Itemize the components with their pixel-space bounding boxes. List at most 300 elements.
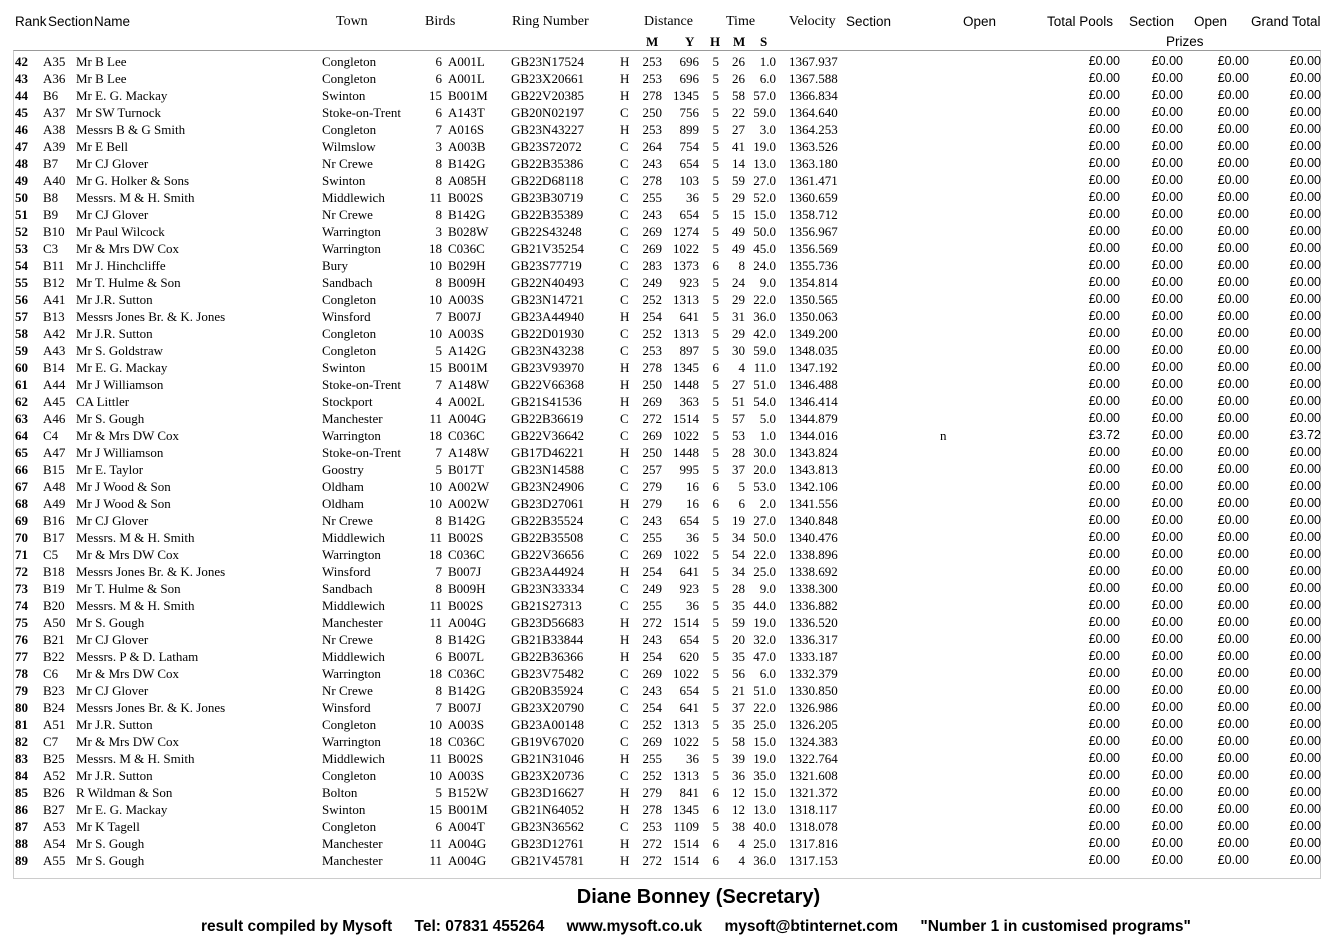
cell-time-hours: 6: [712, 258, 719, 273]
cell-loft-code: A002L: [448, 394, 485, 409]
cell-section: A51: [43, 717, 66, 732]
cell-town: Congleton: [322, 343, 377, 358]
cell-open-prize: £0.00: [1217, 598, 1249, 612]
cell-rank: 79: [15, 683, 28, 698]
cell-grand-total: £3.72: [1289, 428, 1321, 442]
header-prizes: Prizes: [1166, 34, 1204, 49]
cell-distance-miles: 272: [642, 853, 662, 868]
cell-open-prize: £0.00: [1217, 615, 1249, 629]
cell-time-seconds: 57.0: [753, 88, 776, 103]
cell-rank: 60: [15, 360, 28, 375]
cell-grand-total: £0.00: [1289, 581, 1321, 595]
cell-loft-code: C036C: [448, 547, 485, 562]
cell-time-minutes: 49: [732, 224, 745, 239]
cell-rank: 61: [15, 377, 28, 392]
cell-town: Oldham: [322, 479, 364, 494]
cell-distance-miles: 254: [642, 564, 662, 579]
cell-rank: 49: [15, 173, 28, 188]
cell-velocity: 1363.180: [789, 156, 838, 171]
cell-clock-type: H: [620, 71, 630, 86]
cell-grand-total: £0.00: [1289, 547, 1321, 561]
cell-birds: 11: [429, 411, 442, 426]
cell-clock-type: H: [620, 632, 630, 647]
cell-distance-yards: 1274: [673, 224, 699, 239]
cell-distance-yards: 363: [679, 394, 699, 409]
cell-birds: 18: [429, 241, 442, 256]
table-row: [0, 104, 1337, 121]
cell-total-pools: £0.00: [1088, 173, 1120, 187]
cell-distance-miles: 278: [642, 360, 662, 375]
cell-birds: 7: [435, 700, 442, 715]
cell-section-prize: £0.00: [1151, 564, 1183, 578]
cell-birds: 5: [435, 343, 442, 358]
cell-section-prize: £0.00: [1151, 819, 1183, 833]
cell-grand-total: £0.00: [1289, 819, 1321, 833]
cell-velocity: 1344.016: [789, 428, 838, 443]
cell-distance-miles: 269: [642, 734, 662, 749]
cell-distance-yards: 1514: [673, 615, 699, 630]
cell-time-hours: 5: [712, 581, 719, 596]
cell-ring-number: GB23N33334: [511, 581, 584, 596]
cell-section: C4: [43, 428, 59, 443]
cell-total-pools: £0.00: [1088, 411, 1120, 425]
cell-town: Oldham: [322, 496, 364, 511]
cell-section: A49: [43, 496, 66, 511]
cell-velocity: 1355.736: [789, 258, 838, 273]
table-row: [0, 699, 1337, 716]
subheader-minutes: M: [733, 34, 746, 49]
cell-distance-miles: 253: [642, 54, 662, 69]
cell-ring-number: GB21B33844: [511, 632, 584, 647]
cell-grand-total: £0.00: [1289, 836, 1321, 850]
cell-name: Messrs B & G Smith: [76, 122, 186, 137]
cell-name: Mr SW Turnock: [76, 105, 162, 120]
cell-ring-number: GB20B35924: [511, 683, 584, 698]
cell-total-pools: £0.00: [1088, 207, 1120, 221]
cell-ring-number: GB21S41536: [511, 394, 582, 409]
cell-time-seconds: 50.0: [753, 224, 776, 239]
cell-name: Mr & Mrs DW Cox: [76, 241, 180, 256]
cell-distance-yards: 1448: [673, 377, 699, 392]
cell-grand-total: £0.00: [1289, 258, 1321, 272]
cell-town: Middlewich: [322, 190, 385, 205]
cell-clock-type: C: [620, 411, 629, 426]
cell-velocity: 1346.488: [789, 377, 838, 392]
cell-clock-type: H: [620, 445, 630, 460]
cell-velocity: 1321.372: [789, 785, 838, 800]
cell-clock-type: H: [620, 649, 630, 664]
cell-section: B9: [43, 207, 59, 222]
cell-open-prize: £0.00: [1217, 173, 1249, 187]
table-row: [0, 648, 1337, 665]
cell-time-seconds: 59.0: [753, 343, 776, 358]
header-open-prize: Open: [1194, 14, 1228, 29]
cell-name: Mr J.R. Sutton: [76, 768, 153, 783]
cell-distance-yards: 654: [679, 207, 699, 222]
cell-ring-number: GB21V35254: [511, 241, 584, 256]
cell-rank: 83: [15, 751, 28, 766]
cell-loft-code: B029H: [448, 258, 486, 273]
cell-velocity: 1349.200: [789, 326, 838, 341]
cell-name: Messrs. M & H. Smith: [76, 751, 195, 766]
header-distance: Distance: [644, 14, 693, 29]
cell-total-pools: £0.00: [1088, 462, 1120, 476]
cell-section-prize: £0.00: [1151, 71, 1183, 85]
cell-distance-miles: 283: [642, 258, 662, 273]
cell-section: B12: [43, 275, 65, 290]
table-row: [0, 835, 1337, 852]
cell-section-prize: £0.00: [1151, 683, 1183, 697]
cell-birds: 6: [435, 54, 442, 69]
cell-birds: 10: [429, 258, 442, 273]
cell-ring-number: GB23D27061: [511, 496, 584, 511]
cell-section: B14: [43, 360, 65, 375]
cell-open-prize: £0.00: [1217, 394, 1249, 408]
cell-total-pools: £0.00: [1088, 122, 1120, 136]
cell-grand-total: £0.00: [1289, 802, 1321, 816]
cell-time-seconds: 27.0: [753, 513, 776, 528]
cell-section: B19: [43, 581, 65, 596]
cell-open-prize: £0.00: [1217, 360, 1249, 374]
cell-name: Mr S. Goldstraw: [76, 343, 164, 358]
cell-ring-number: GB22B36619: [511, 411, 584, 426]
cell-rank: 81: [15, 717, 28, 732]
cell-birds: 10: [429, 496, 442, 511]
cell-rank: 88: [15, 836, 28, 851]
cell-town: Nr Crewe: [322, 207, 373, 222]
cell-total-pools: £0.00: [1088, 666, 1120, 680]
cell-clock-type: C: [620, 105, 629, 120]
cell-town: Congleton: [322, 717, 377, 732]
subheader-seconds: S: [760, 34, 768, 49]
cell-birds: 10: [429, 717, 442, 732]
cell-time-hours: 5: [712, 530, 719, 545]
cell-town: Congleton: [322, 768, 377, 783]
cell-time-minutes: 38: [732, 819, 745, 834]
cell-distance-yards: 897: [679, 343, 699, 358]
cell-distance-yards: 923: [679, 581, 699, 596]
cell-loft-code: B002S: [448, 751, 484, 766]
table-row: [0, 716, 1337, 733]
cell-ring-number: GB22B35389: [511, 207, 584, 222]
cell-open-prize: £0.00: [1217, 377, 1249, 391]
cell-distance-yards: 1514: [673, 411, 699, 426]
cell-time-hours: 6: [712, 479, 719, 494]
cell-time-hours: 5: [712, 615, 719, 630]
cell-open-pool-flag: n: [940, 428, 947, 443]
cell-open-prize: £0.00: [1217, 428, 1249, 442]
cell-rank: 44: [15, 88, 28, 103]
cell-town: Congleton: [322, 292, 377, 307]
cell-ring-number: GB23N17524: [511, 54, 584, 69]
cell-clock-type: H: [620, 122, 630, 137]
cell-clock-type: H: [620, 88, 630, 103]
cell-town: Swinton: [322, 88, 366, 103]
cell-ring-number: GB23B30719: [511, 190, 584, 205]
cell-section: C5: [43, 547, 59, 562]
cell-birds: 8: [435, 156, 442, 171]
cell-ring-number: GB22V66368: [511, 377, 584, 392]
table-row: [0, 546, 1337, 563]
cell-distance-miles: 255: [642, 190, 662, 205]
cell-total-pools: £0.00: [1088, 360, 1120, 374]
cell-total-pools: £0.00: [1088, 241, 1120, 255]
table-row: [0, 665, 1337, 682]
cell-total-pools: £0.00: [1088, 309, 1120, 323]
cell-time-seconds: 52.0: [753, 190, 776, 205]
cell-town: Stockport: [322, 394, 373, 409]
website-link: www.mysoft.co.uk: [566, 918, 703, 935]
cell-distance-miles: 279: [642, 479, 662, 494]
cell-grand-total: £0.00: [1289, 462, 1321, 476]
cell-town: Warrington: [322, 734, 381, 749]
cell-time-minutes: 53: [732, 428, 745, 443]
cell-clock-type: C: [620, 156, 629, 171]
cell-time-minutes: 21: [732, 683, 745, 698]
subheader-yards: Y: [685, 34, 695, 49]
cell-section: A44: [43, 377, 66, 392]
table-row: [0, 308, 1337, 325]
cell-velocity: 1366.834: [789, 88, 838, 103]
table-row: [0, 172, 1337, 189]
cell-loft-code: B142G: [448, 683, 486, 698]
cell-name: Mr T. Hulme & Son: [76, 581, 181, 596]
cell-distance-miles: 243: [642, 683, 662, 698]
cell-time-seconds: 22.0: [753, 700, 776, 715]
cell-birds: 8: [435, 632, 442, 647]
header-grand-total: Grand Total: [1251, 14, 1321, 29]
header-section-pool: Section: [846, 14, 892, 29]
cell-rank: 77: [15, 649, 28, 664]
cell-grand-total: £0.00: [1289, 360, 1321, 374]
cell-name: Messrs. M & H. Smith: [76, 190, 195, 205]
cell-distance-miles: 269: [642, 224, 662, 239]
cell-time-seconds: 22.0: [753, 547, 776, 562]
cell-loft-code: A004G: [448, 836, 487, 851]
cell-velocity: 1350.565: [789, 292, 838, 307]
cell-grand-total: £0.00: [1289, 615, 1321, 629]
cell-time-hours: 5: [712, 666, 719, 681]
cell-time-minutes: 34: [732, 564, 745, 579]
cell-distance-miles: 269: [642, 666, 662, 681]
cell-name: Mr S. Gough: [76, 836, 145, 851]
cell-open-prize: £0.00: [1217, 224, 1249, 238]
cell-time-hours: 5: [712, 190, 719, 205]
cell-time-seconds: 51.0: [753, 377, 776, 392]
cell-section-prize: £0.00: [1151, 88, 1183, 102]
table-row: [0, 410, 1337, 427]
cell-birds: 10: [429, 326, 442, 341]
cell-time-seconds: 9.0: [759, 275, 776, 290]
cell-time-minutes: 59: [732, 173, 745, 188]
table-row: [0, 257, 1337, 274]
cell-time-minutes: 22: [732, 105, 745, 120]
cell-distance-miles: 278: [642, 802, 662, 817]
cell-section: B20: [43, 598, 65, 613]
cell-open-prize: £0.00: [1217, 326, 1249, 340]
cell-total-pools: £0.00: [1088, 275, 1120, 289]
cell-birds: 7: [435, 377, 442, 392]
cell-velocity: 1336.882: [789, 598, 838, 613]
cell-open-prize: £0.00: [1217, 666, 1249, 680]
cell-velocity: 1336.317: [789, 632, 838, 647]
compiled-by-line: [201, 918, 1209, 936]
cell-birds: 6: [435, 819, 442, 834]
cell-clock-type: H: [620, 377, 630, 392]
cell-distance-miles: 252: [642, 768, 662, 783]
cell-velocity: 1332.379: [789, 666, 838, 681]
cell-total-pools: £0.00: [1088, 394, 1120, 408]
cell-total-pools: £0.00: [1088, 530, 1120, 544]
cell-clock-type: H: [620, 785, 630, 800]
cell-rank: 50: [15, 190, 28, 205]
cell-grand-total: £0.00: [1289, 207, 1321, 221]
cell-distance-miles: 249: [642, 581, 662, 596]
cell-town: Sandbach: [322, 581, 373, 596]
cell-time-minutes: 34: [732, 530, 745, 545]
cell-velocity: 1317.816: [789, 836, 838, 851]
cell-velocity: 1354.814: [789, 275, 838, 290]
cell-town: Stoke-on-Trent: [322, 377, 401, 392]
cell-time-hours: 5: [712, 819, 719, 834]
cell-town: Bury: [322, 258, 348, 273]
cell-loft-code: A001L: [448, 71, 485, 86]
cell-time-seconds: 42.0: [753, 326, 776, 341]
cell-name: Messrs Jones Br. & K. Jones: [76, 309, 226, 324]
cell-time-seconds: 2.0: [759, 496, 776, 511]
cell-section-prize: £0.00: [1151, 292, 1183, 306]
cell-time-hours: 5: [712, 717, 719, 732]
cell-ring-number: GB22V36656: [511, 547, 584, 562]
table-row: [0, 614, 1337, 631]
cell-section: A37: [43, 105, 66, 120]
cell-time-hours: 5: [712, 411, 719, 426]
cell-section: A40: [43, 173, 66, 188]
cell-time-minutes: 57: [732, 411, 745, 426]
cell-time-hours: 5: [712, 105, 719, 120]
header-section-prize: Section: [1129, 14, 1175, 29]
cell-birds: 10: [429, 479, 442, 494]
table-row: [0, 563, 1337, 580]
cell-time-seconds: 20.0: [753, 462, 776, 477]
cell-distance-yards: 899: [679, 122, 699, 137]
cell-ring-number: GB23A00148: [511, 717, 584, 732]
cell-clock-type: H: [620, 360, 630, 375]
cell-time-minutes: 19: [732, 513, 745, 528]
cell-birds: 10: [429, 768, 442, 783]
cell-rank: 48: [15, 156, 28, 171]
cell-time-seconds: 19.0: [753, 615, 776, 630]
cell-section-prize: £0.00: [1151, 598, 1183, 612]
cell-time-hours: 5: [712, 139, 719, 154]
cell-loft-code: A004G: [448, 615, 487, 630]
cell-grand-total: £0.00: [1289, 411, 1321, 425]
cell-loft-code: B142G: [448, 513, 486, 528]
cell-rank: 45: [15, 105, 28, 120]
cell-ring-number: GB23A44940: [511, 309, 584, 324]
cell-clock-type: C: [620, 428, 629, 443]
cell-grand-total: £0.00: [1289, 54, 1321, 68]
cell-birds: 18: [429, 547, 442, 562]
cell-clock-type: C: [620, 139, 629, 154]
cell-loft-code: A001L: [448, 54, 485, 69]
cell-name: Mr B Lee: [76, 71, 127, 86]
cell-birds: 3: [435, 224, 442, 239]
cell-name: Messrs. P & D. Latham: [76, 649, 199, 664]
cell-velocity: 1318.117: [789, 802, 838, 817]
cell-time-hours: 5: [712, 207, 719, 222]
cell-birds: 11: [429, 853, 442, 868]
cell-rank: 46: [15, 122, 28, 137]
header-town: Town: [336, 14, 368, 29]
cell-loft-code: A002W: [448, 496, 490, 511]
cell-distance-miles: 279: [642, 496, 662, 511]
cell-velocity: 1333.187: [789, 649, 838, 664]
cell-ring-number: GB22V36642: [511, 428, 584, 443]
cell-clock-type: H: [620, 751, 630, 766]
cell-total-pools: £0.00: [1088, 717, 1120, 731]
cell-distance-miles: 255: [642, 751, 662, 766]
cell-grand-total: £0.00: [1289, 343, 1321, 357]
cell-loft-code: A002W: [448, 479, 490, 494]
cell-birds: 6: [435, 71, 442, 86]
cell-town: Nr Crewe: [322, 683, 373, 698]
cell-name: Mr E Bell: [76, 139, 128, 154]
cell-open-prize: £0.00: [1217, 292, 1249, 306]
cell-open-prize: £0.00: [1217, 445, 1249, 459]
cell-distance-miles: 254: [642, 309, 662, 324]
table-row: [0, 70, 1337, 87]
cell-time-seconds: 30.0: [753, 445, 776, 460]
cell-grand-total: £0.00: [1289, 326, 1321, 340]
cell-town: Warrington: [322, 547, 381, 562]
cell-grand-total: £0.00: [1289, 751, 1321, 765]
cell-birds: 18: [429, 734, 442, 749]
cell-time-seconds: 32.0: [753, 632, 776, 647]
cell-time-seconds: 6.0: [759, 666, 776, 681]
cell-grand-total: £0.00: [1289, 88, 1321, 102]
cell-total-pools: £0.00: [1088, 292, 1120, 306]
cell-grand-total: £0.00: [1289, 700, 1321, 714]
cell-section: A54: [43, 836, 66, 851]
cell-time-minutes: 27: [732, 122, 745, 137]
cell-section-prize: £0.00: [1151, 513, 1183, 527]
cell-distance-miles: 269: [642, 241, 662, 256]
cell-open-prize: £0.00: [1217, 802, 1249, 816]
table-row: [0, 631, 1337, 648]
cell-town: Manchester: [322, 615, 383, 630]
cell-town: Warrington: [322, 224, 381, 239]
cell-grand-total: £0.00: [1289, 71, 1321, 85]
cell-grand-total: £0.00: [1289, 292, 1321, 306]
table-row: [0, 818, 1337, 835]
cell-total-pools: £0.00: [1088, 445, 1120, 459]
table-row: [0, 121, 1337, 138]
cell-distance-miles: 272: [642, 411, 662, 426]
table-row: [0, 784, 1337, 801]
cell-time-minutes: 29: [732, 190, 745, 205]
cell-time-hours: 5: [712, 462, 719, 477]
cell-clock-type: C: [620, 326, 629, 341]
header-time: Time: [726, 14, 756, 29]
cell-loft-code: B001M: [448, 88, 488, 103]
cell-distance-yards: 696: [679, 71, 699, 86]
cell-time-minutes: 35: [732, 598, 745, 613]
cell-section: A41: [43, 292, 66, 307]
cell-loft-code: B009H: [448, 581, 486, 596]
cell-section-prize: £0.00: [1151, 734, 1183, 748]
cell-rank: 71: [15, 547, 28, 562]
